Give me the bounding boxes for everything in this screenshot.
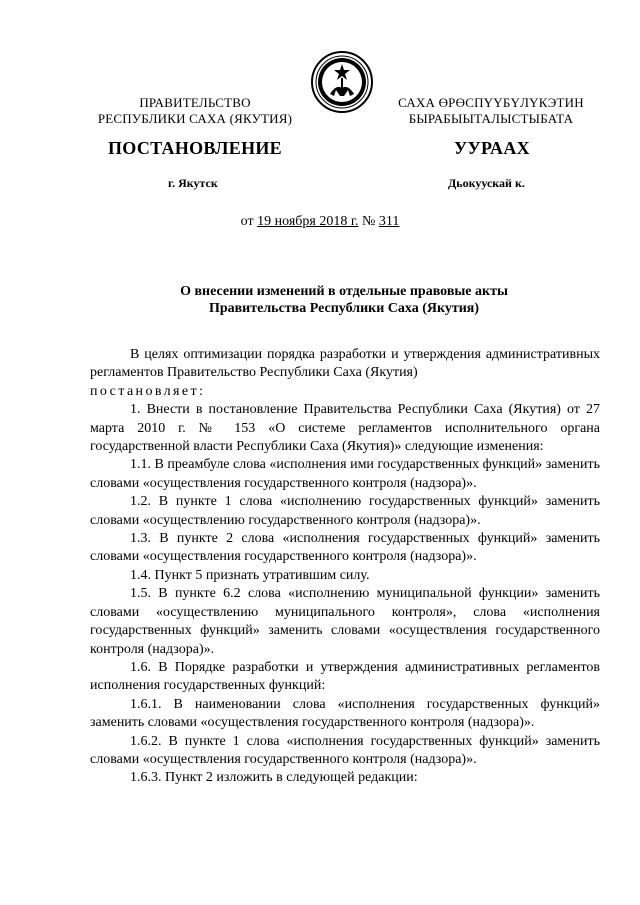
date-prefix: от xyxy=(240,214,254,229)
paragraph-item-1-5: 1.5. В пункте 6.2 слова «исполнению муниципальной функции» заменить словами «осуществлению муниципального контроля», слова «исполнения государственных функций» заменить словами «осуществления государственного контроля (надзора)». xyxy=(90,586,600,657)
title-line-2: Правительства Республики Саха (Якутия) xyxy=(208,301,480,316)
doc-type-russian: ПОСТАНОВЛЕНИЕ xyxy=(108,138,282,158)
title-line-1: О внесении изменений в отдельные правовые акты xyxy=(180,284,508,299)
document-date: 19 ноября 2018 г. xyxy=(257,214,359,229)
date-number-line xyxy=(0,214,640,230)
header-left-line-1: ПРАВИТЕЛЬСТВО xyxy=(139,95,251,110)
city-yakut: Дьокуускай к. xyxy=(448,176,525,190)
city-russian: г. Якутск xyxy=(168,176,218,190)
paragraph-decree: постановляет: xyxy=(90,383,206,399)
paragraph-item-1-6: 1.6. В Порядке разработки и утверждения административных регламентов исполнения государственных функций: xyxy=(90,659,600,694)
paragraph-preamble: В целях оптимизации порядка разработки и утверждения административных регламентов Правительство Республики Саха (Якутия) xyxy=(90,347,600,381)
header-left-line-2: РЕСПУБЛИКИ САХА (ЯКУТИЯ) xyxy=(97,111,293,126)
header-left-block xyxy=(88,95,302,127)
paragraph-item-1-6-3: 1.6.3. Пункт 2 изложить в следующей редакции: xyxy=(130,770,418,786)
doc-type-yakut: УУРААХ xyxy=(454,138,530,158)
header-right-line-2: БЫРАБЫЫТАЛЫСТЫБАТА xyxy=(408,111,574,126)
paragraph-item-1: 1. Внести в постановление Правительства Республики Саха (Якутия) от 27 марта 2010 г. № 153 «О системе регламентов исполнительного органа государственной власти Республики Саха (Якутия)» следующие изменения: xyxy=(90,402,600,455)
paragraph-item-1-6-1: 1.6.1. В наименовании слова «исполнения государственных функций» заменить словами «осуществления государственного контроля (надзора)». xyxy=(90,696,600,731)
header-right-block xyxy=(382,95,600,127)
paragraph-item-1-2: 1.2. В пункте 1 слова «исполнению государственных функций» заменить словами «осуществлению государственного контроля (надзора)». xyxy=(90,494,600,528)
paragraph-item-1-4: 1.4. Пункт 5 признать утратившим силу. xyxy=(130,567,370,583)
document-number: 311 xyxy=(378,214,400,229)
document-title xyxy=(88,283,600,317)
paragraph-item-1-6-2: 1.6.2. В пункте 1 слова «исполнения государственных функций» заменить словами «осуществления государственного контроля (надзора)». xyxy=(90,733,600,767)
number-label: № xyxy=(361,214,376,229)
document-body xyxy=(90,346,600,788)
coat-of-arms-emblem-icon xyxy=(310,50,374,114)
header-right-line-1: САХА ӨРӨСПҮҮБҮЛҮКЭТИН xyxy=(398,95,584,110)
paragraph-item-1-1: 1.1. В преамбуле слова «исполнения ими государственных функций» заменить словами «осуществления государственного контроля (надзора)». xyxy=(90,457,600,491)
paragraph-item-1-3: 1.3. В пункте 2 слова «исполнения государственных функций» заменить словами «осуществления государственного контроля (надзора)». xyxy=(90,531,600,565)
